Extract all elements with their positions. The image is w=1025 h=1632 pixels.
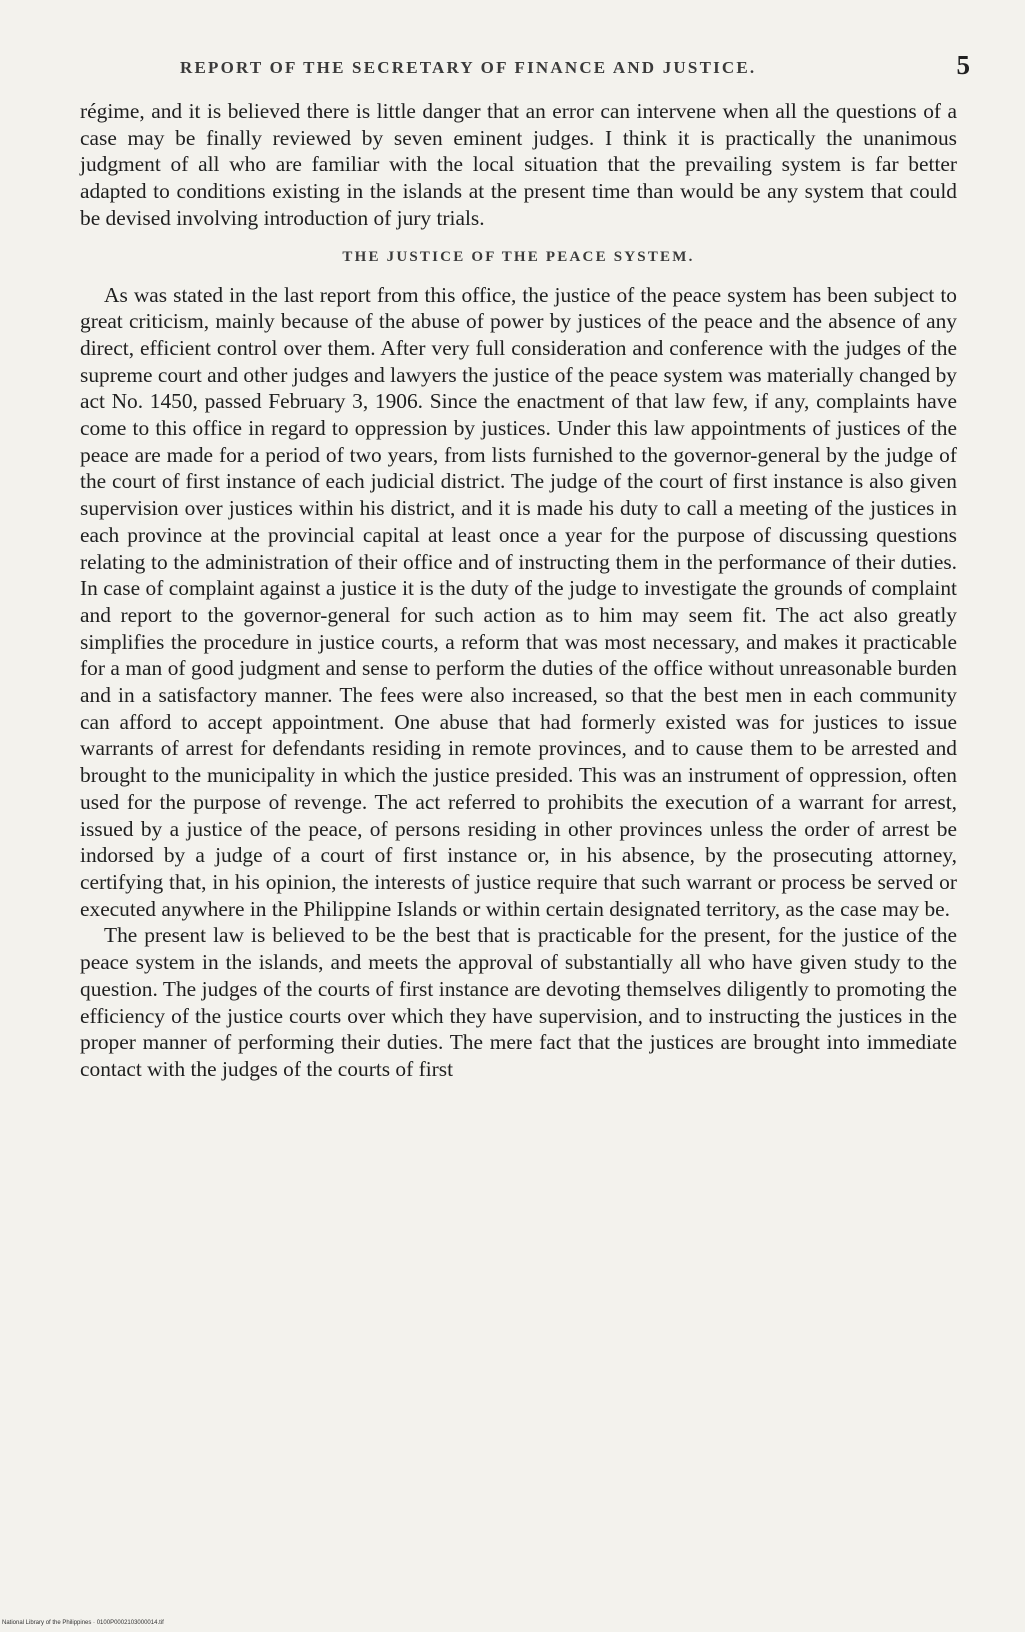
body-text xyxy=(80,98,957,1083)
paragraph-present-law: The present law is believed to be the best that is practicable for the present, for the justice of the peace system in the islands, and meets the approval of substantially all who have given study to the question. The judges of the courts of first instance are devoting themselves diligently to promoting the efficiency of the justice courts over which they have supervision, and to instructing the justices in the proper manner of performing their duties. The mere fact that the justices are brought into immediate contact with the judges of the courts of first xyxy=(80,923,957,1081)
page-number: 5 xyxy=(956,50,970,80)
paragraph-continuation: régime, and it is believed there is little danger that an error can intervene when all the questions of a case may be finally reviewed by seven eminent judges. I think it is practically the unanimous judgment of all who are familiar with the local situation that the prevailing system is far better adapted to conditions existing in the islands at the present time than would be any system that could be devised involving introduction of jury trials. xyxy=(80,99,957,230)
page-header xyxy=(80,52,970,86)
section-heading: THE JUSTICE OF THE PEACE SYSTEM. xyxy=(342,248,695,265)
running-head: REPORT OF THE SECRETARY OF FINANCE AND JUSTICE. xyxy=(180,58,757,77)
paragraph-justice-system: As was stated in the last report from this office, the justice of the peace system has been subject to great criticism, mainly because of the abuse of power by justices of the peace and the absence of any direct, efficient control over them. After very full consideration and conference with the judges of the supreme court and other judges and lawyers the justice of the peace system was materially changed by act No. 1450, passed February 3, 1906. Since the enactment of that law few, if any, complaints have come to this office in regard to oppression by justices. Under this law appointments of justices of the peace are made for a period of two years, from lists furnished to the governor-general by the judge of the court of first instance of each judicial district. The judge of the court of first instance is also given supervision over justices within his district, and it is made his duty to call a meeting of the justices in each province at the provincial capital at least once a year for the purpose of discussing questions relating to the administration of their office and of instructing them in the performance of their duties. In case of complaint against a justice it is the duty of the judge to investigate the grounds of complaint and report to the governor-general for such action as to him may seem fit. The act also greatly simplifies the procedure in justice courts, a reform that was most necessary, and makes it practicable for a man of good judgment and sense to perform the duties of the office without unreasonable burden and in a satisfactory manner. The fees were also increased, so that the best men in each community can afford to accept appointment. One abuse that had formerly existed was for justices to issue warrants of arrest for defendants residing in remote provinces, and to cause them to be arrested and brought to the municipality in which the justice presided. This was an instrument of oppression, often used for the purpose of revenge. The act referred to prohibits the execution of a warrant for arrest, issued by a justice of the peace, of persons residing in other provinces unless the order of arrest be indorsed by a judge of a court of first instance or, in his absence, by the prosecuting attorney, certifying that, in his opinion, the interests of justice require that such warrant or process be served or executed anywhere in the Philippine Islands or within certain designated territory, as the case may be. xyxy=(80,282,957,921)
scan-credit: National Library of the Philippines · 0100P0002103000014.tif xyxy=(2,1620,164,1626)
